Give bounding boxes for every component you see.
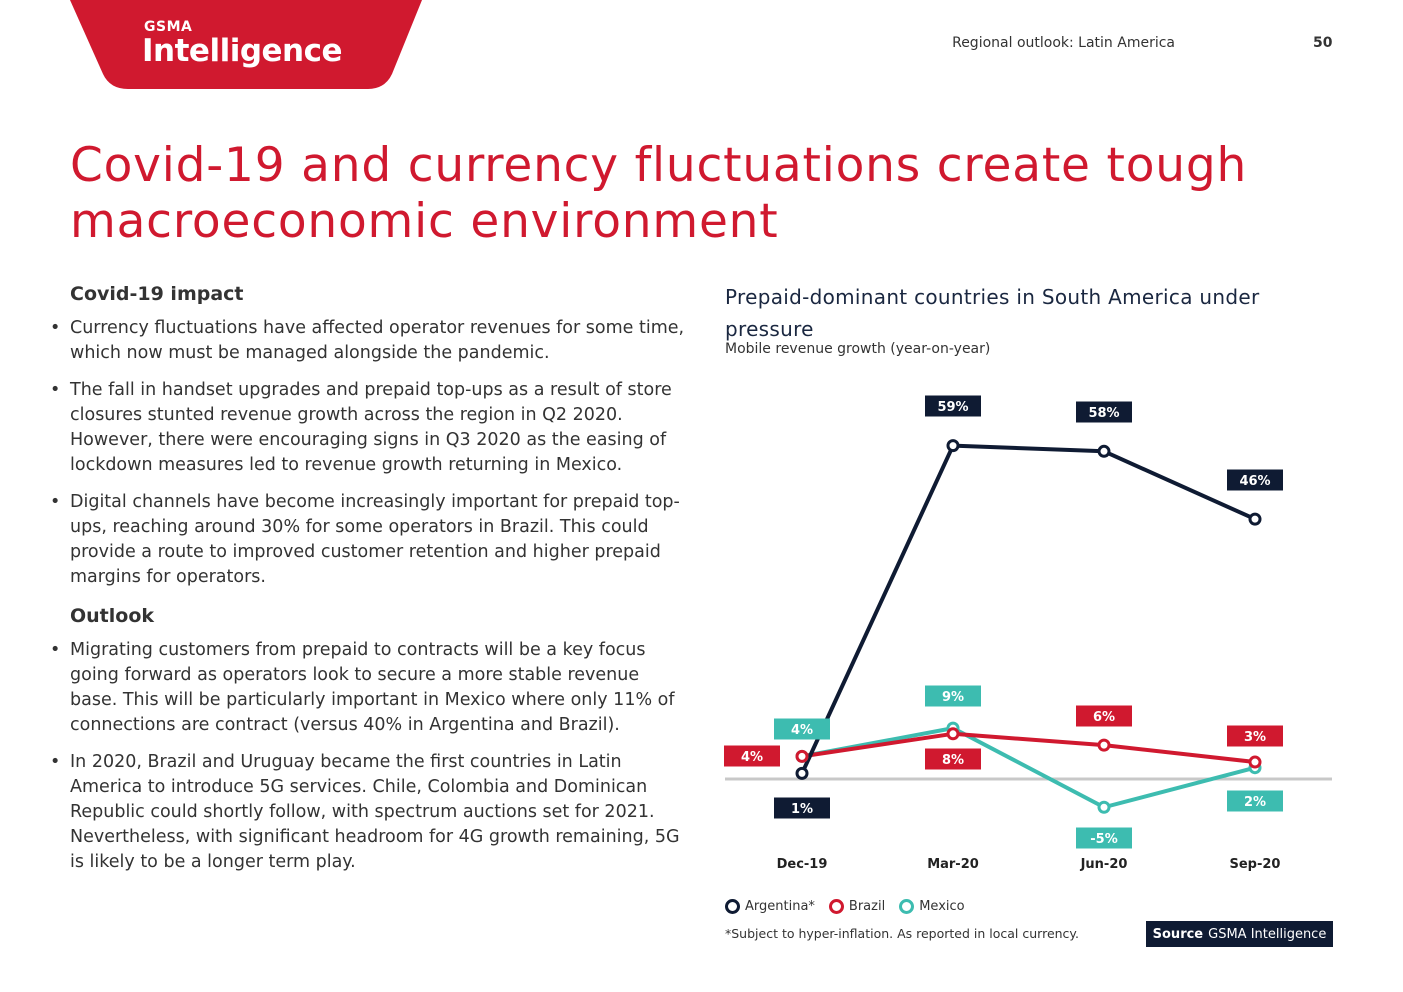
series-line-brazil — [802, 734, 1255, 762]
page-number: 50 — [1313, 35, 1333, 51]
page-title: Covid-19 and currency fluctuations create tough macroeconomic environment — [70, 138, 1248, 249]
legend-marker-argentina — [725, 899, 740, 914]
legend-item-argentina — [725, 899, 815, 914]
covid-bullet-list — [48, 316, 688, 590]
chart-subtitle: Mobile revenue growth (year-on-year) — [725, 341, 991, 357]
chart-legend — [725, 899, 965, 914]
data-point-brazil-sep-20 — [1250, 757, 1260, 767]
chart-title: Prepaid-dominant countries in South America under pressure — [725, 285, 1260, 341]
x-tick-label-0: Dec-19 — [776, 857, 828, 872]
data-label-mexico-3: 2% — [1243, 795, 1267, 810]
legend-item-brazil — [829, 899, 885, 914]
data-label-mexico-0: 4% — [790, 723, 814, 738]
data-point-brazil-dec-19 — [797, 751, 807, 761]
legend-marker-brazil — [829, 899, 844, 914]
logo-gsma-text: GSMA — [144, 19, 193, 35]
source-value: GSMA Intelligence — [1208, 926, 1327, 942]
legend-label-brazil: Brazil — [848, 899, 886, 914]
legend-label-mexico: Mexico — [919, 899, 965, 914]
logo-intelligence-text: Intelligence — [142, 33, 343, 69]
x-tick-label-3: Sep-20 — [1229, 857, 1281, 872]
brand-logo[interactable] — [70, 0, 422, 90]
header-section-title: Regional outlook: Latin America — [952, 35, 1175, 51]
x-tick-label-2: Jun-20 — [1080, 857, 1128, 872]
data-label-argentina-2: 58% — [1088, 406, 1120, 421]
covid-bullet-2: • The fall in handset upgrades and prepaid top-ups as a result of store closures stunted revenue growth across the region in Q2 2020. However, there were encouraging signs in Q3 2020 as the easing of lockdown measures led to revenue growth returning in Mexico. — [48, 378, 688, 478]
data-label-brazil-3: 3% — [1243, 730, 1267, 745]
outlook-heading: Outlook — [70, 605, 155, 627]
line-chart — [700, 380, 1360, 885]
data-label-mexico-2: -5% — [1090, 832, 1118, 847]
data-point-argentina-jun-20 — [1099, 446, 1109, 456]
left-column — [48, 280, 688, 887]
data-point-brazil-jun-20 — [1099, 740, 1109, 750]
data-label-argentina-0: 1% — [790, 802, 814, 817]
legend-label-argentina: Argentina* — [745, 899, 815, 914]
data-point-brazil-mar-20 — [948, 729, 958, 739]
x-tick-label-1: Mar-20 — [927, 857, 979, 872]
covid-bullet-1: • Currency fluctuations have affected operator revenues for some time, which now must be managed alongside the pandemic. — [48, 316, 688, 366]
outlook-bullet-1: • Migrating customers from prepaid to contracts will be a key focus going forward as operators look to secure a more stable revenue base. This will be particularly important in Mexico where only 11% of connections are contract (versus 40% in Argentina and Brazil). — [48, 638, 688, 738]
data-label-brazil-1: 8% — [941, 753, 965, 768]
chart-footnote: *Subject to hyper-inflation. As reported in local currency. — [725, 926, 1080, 941]
data-label-mexico-1: 9% — [941, 690, 965, 705]
covid-impact-heading: Covid-19 impact — [70, 283, 244, 305]
legend-item-mexico — [899, 899, 964, 914]
series-line-argentina — [802, 446, 1255, 774]
data-label-brazil-2: 6% — [1092, 710, 1116, 725]
data-point-argentina-mar-20 — [948, 441, 958, 451]
outlook-bullet-2: • In 2020, Brazil and Uruguay became the first countries in Latin America to introduce 5G services. Chile, Colombia and Dominican Republic could shortly follow, with spectrum auctions set for 2021. Nevertheless, with significant headroom for 4G growth remaining, 5G is likely to be a longer term play. — [48, 750, 688, 875]
data-point-argentina-dec-19 — [797, 768, 807, 778]
data-point-mexico-jun-20 — [1099, 802, 1109, 812]
data-point-argentina-sep-20 — [1250, 514, 1260, 524]
data-label-argentina-1: 59% — [937, 400, 969, 415]
source-label: Source — [1152, 926, 1204, 942]
data-label-argentina-3: 46% — [1239, 474, 1271, 489]
covid-bullet-3: • Digital channels have become increasingly important for prepaid top-ups, reaching around 30% for some operators in Brazil. This could provide a route to improved customer retention and higher prepaid margins for operators. — [48, 490, 688, 590]
data-label-brazil-0: 4% — [740, 750, 764, 765]
outlook-bullet-list — [48, 638, 688, 875]
legend-marker-mexico — [899, 899, 914, 914]
source-badge — [1146, 921, 1333, 947]
